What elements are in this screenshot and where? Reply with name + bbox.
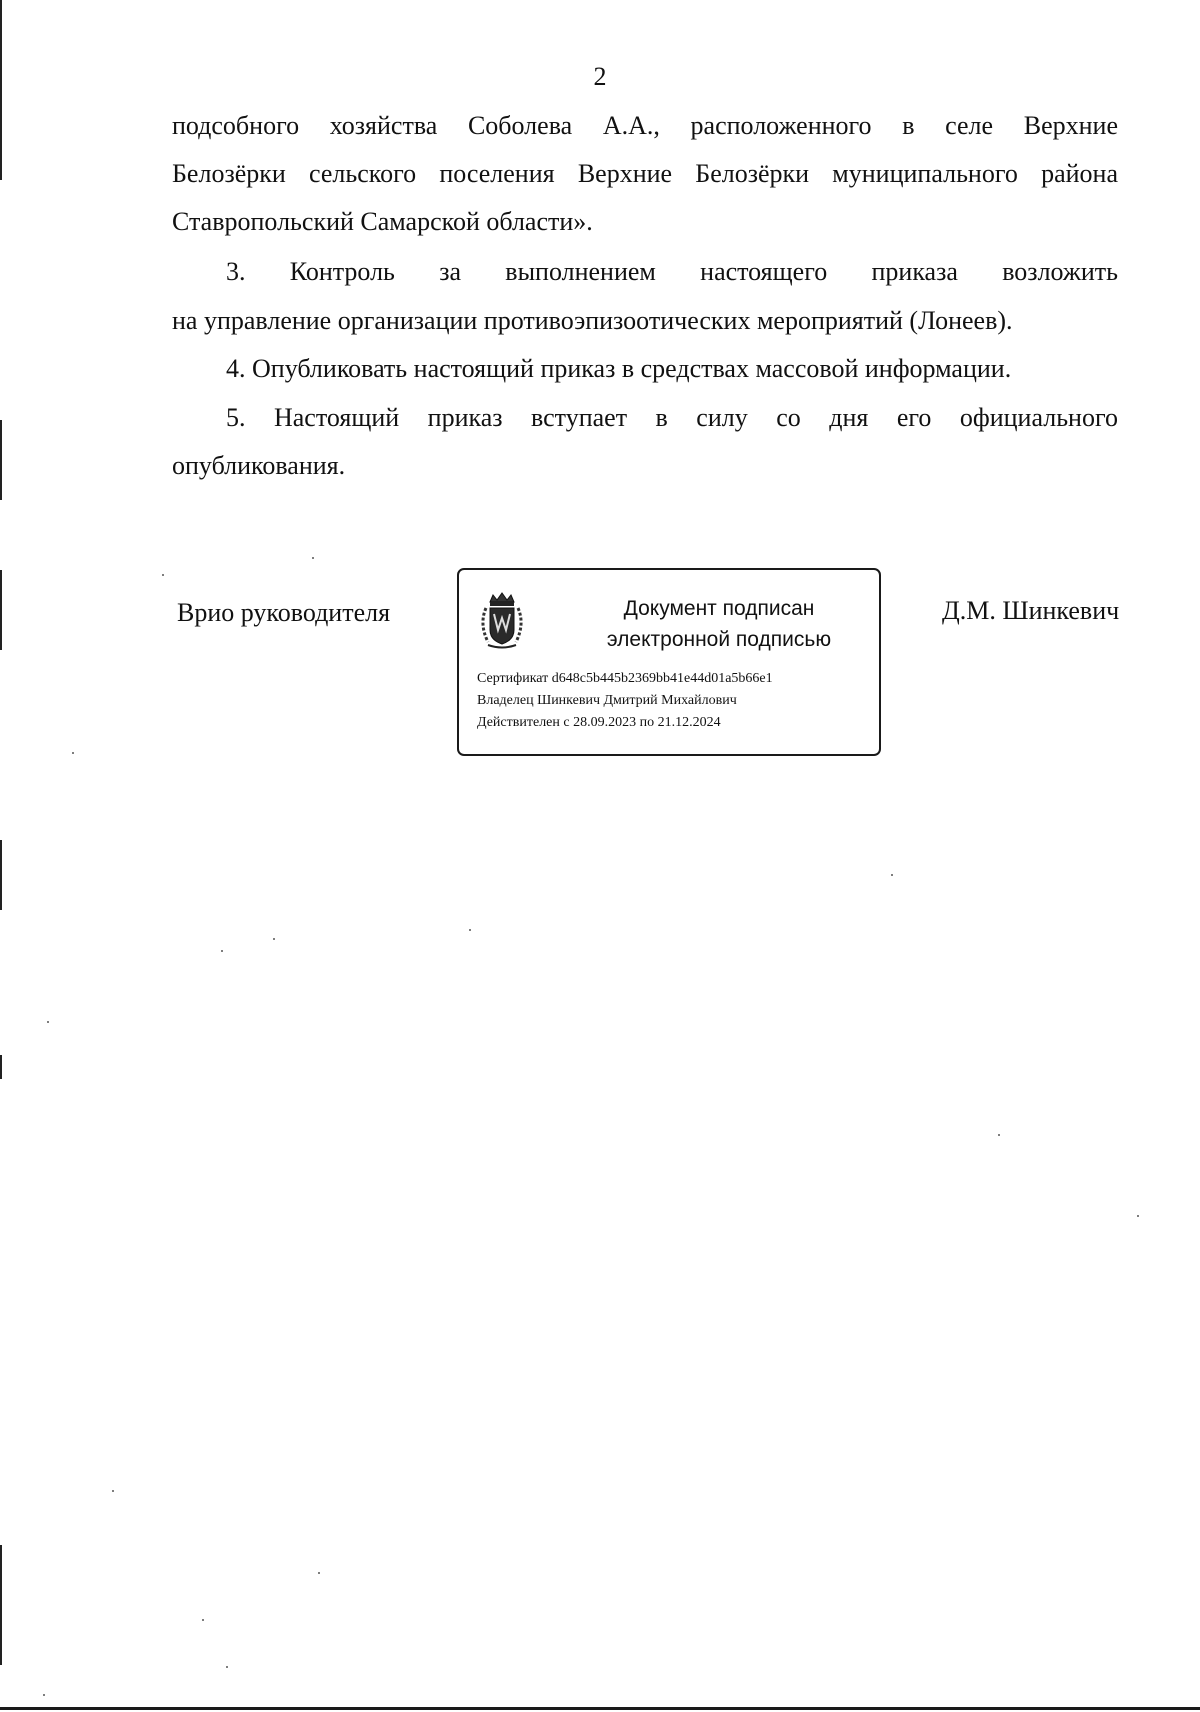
scan-speck	[273, 938, 275, 940]
coat-of-arms-emblem-icon	[476, 590, 528, 650]
scan-edge-mark	[0, 420, 2, 500]
scan-speck	[47, 1021, 49, 1023]
scan-speck	[318, 1572, 320, 1574]
scan-speck	[202, 1619, 204, 1621]
scan-speck	[312, 557, 314, 559]
scan-speck	[891, 874, 893, 876]
scan-edge-mark	[0, 1545, 2, 1665]
scan-edge-mark	[0, 1055, 2, 1079]
certificate-validity: Действителен с 28.09.2023 по 21.12.2024	[477, 715, 721, 730]
scan-speck	[72, 752, 74, 754]
item-3-line: на управление организации противоэпизоотических мероприятий (Лонеев).	[172, 306, 1013, 335]
scan-speck	[226, 1666, 228, 1668]
scan-speck	[43, 1694, 45, 1696]
scan-edge-mark	[0, 570, 2, 650]
page-number: 2	[593, 62, 607, 91]
stamp-heading-line: Документ подписан	[623, 597, 815, 620]
certificate-owner: Владелец Шинкевич Дмитрий Михайлович	[477, 693, 737, 708]
scan-speck	[998, 1134, 1000, 1136]
paragraph-line: подсобного хозяйства Соболева А.А., расположенного в селе Верхние	[172, 111, 1118, 140]
scan-bottom-line	[0, 1707, 1200, 1710]
signer-position: Врио руководителя	[177, 598, 391, 627]
scan-speck	[221, 950, 223, 952]
scan-speck	[1137, 1215, 1139, 1217]
certificate-number: Сертификат d648c5b445b2369bb41e44d01a5b66e1	[477, 671, 773, 686]
item-4-line: 4. Опубликовать настоящий приказ в средствах массовой информации.	[226, 354, 1012, 383]
item-3-line: 3. Контроль за выполнением настоящего приказа возложить	[226, 257, 1118, 286]
stamp-heading	[569, 593, 869, 655]
signer-name: Д.М. Шинкевич	[942, 596, 1120, 625]
item-5-line: опубликования.	[172, 451, 346, 480]
scan-speck	[112, 1490, 114, 1492]
scan-speck	[162, 574, 164, 576]
paragraph-line: Белозёрки сельского поселения Верхние Белозёрки муниципального района	[172, 159, 1118, 188]
item-5-line: 5. Настоящий приказ вступает в силу со дня его официального	[226, 403, 1118, 432]
stamp-heading-line: электронной подписью	[606, 628, 832, 651]
electronic-signature-stamp	[457, 568, 881, 756]
scan-speck	[469, 929, 471, 931]
stamp-details	[477, 668, 773, 734]
paragraph-line: Ставропольский Самарской области».	[172, 207, 593, 236]
scan-edge-mark	[0, 840, 2, 910]
